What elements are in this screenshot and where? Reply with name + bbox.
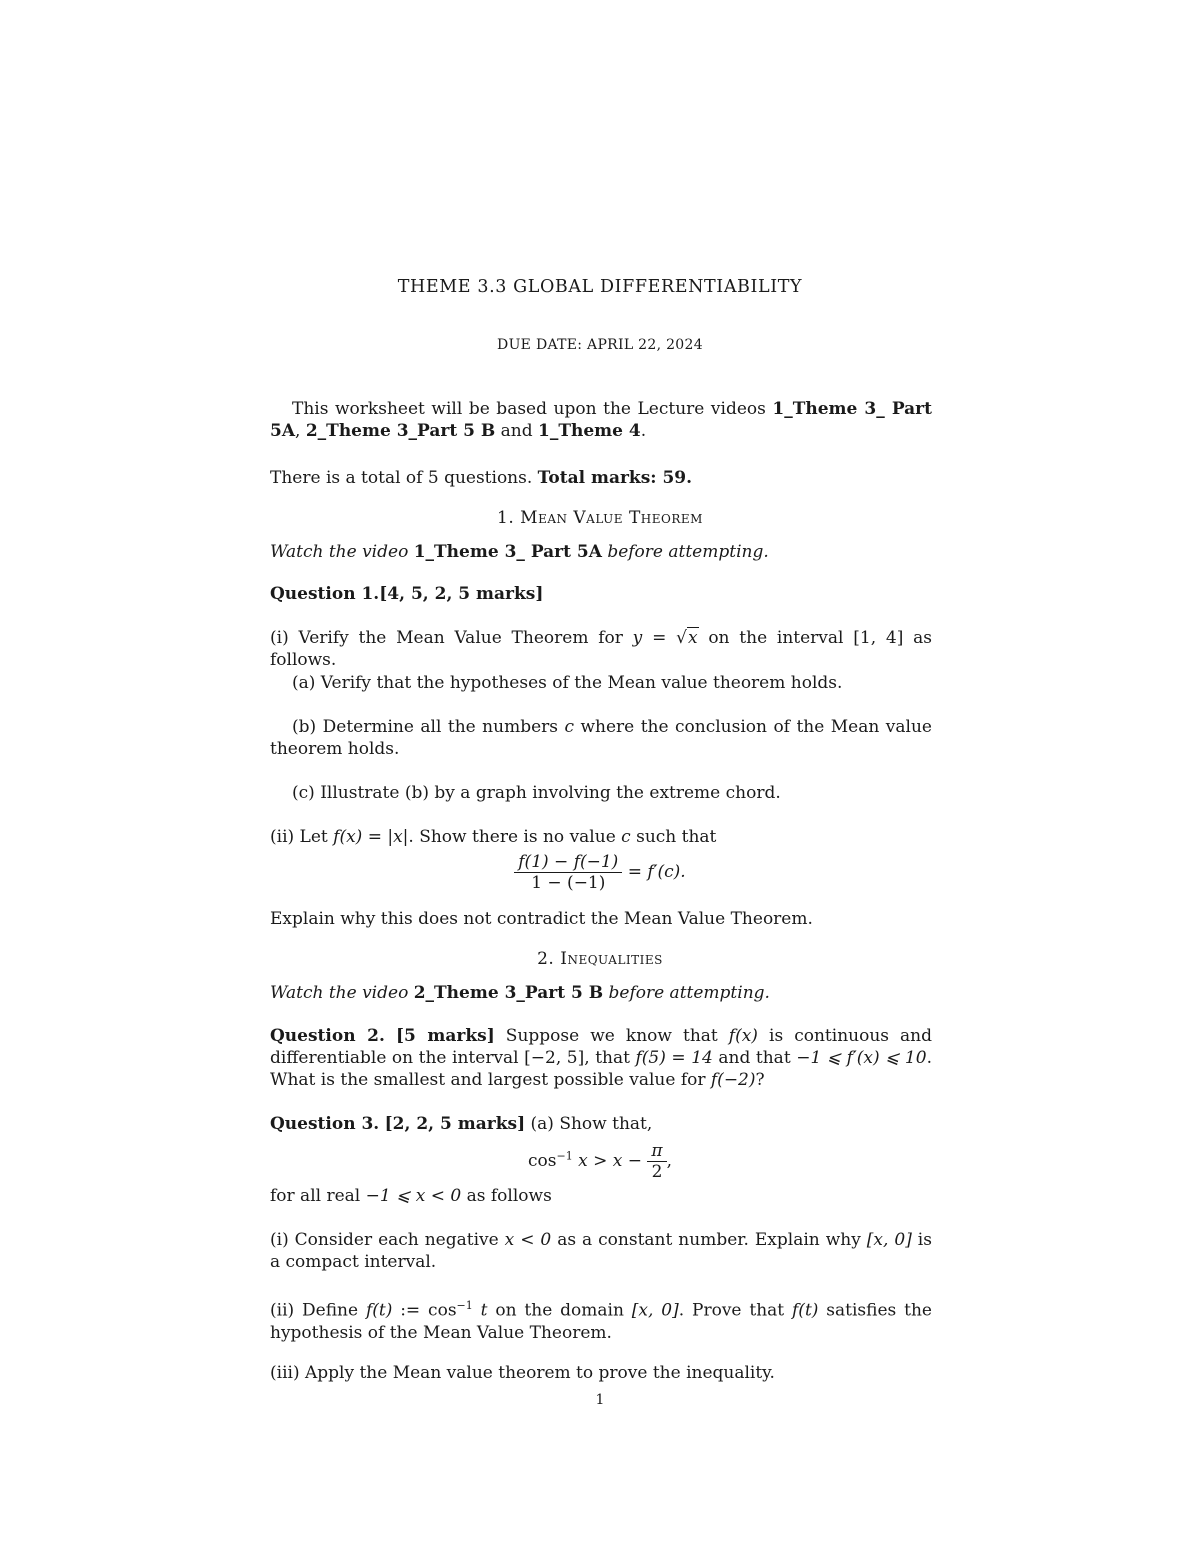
q3-ii-text-b: on the domain <box>487 1300 632 1321</box>
q1-part-b <box>270 716 932 760</box>
lecture-ref-1: 1_Theme 3_ Part 5A <box>270 399 932 441</box>
q1-part-i <box>270 627 932 671</box>
math-comma: , <box>666 1151 672 1171</box>
math-x: x <box>687 628 698 648</box>
section-heading-mvt: 1. Mean Value Theorem <box>497 508 703 528</box>
math-c: c <box>564 717 574 737</box>
question-label: Question 2. <box>270 1026 385 1046</box>
total-text: There is a total of 5 questions. <box>270 468 538 488</box>
watch-text-end: before attempting. <box>603 983 770 1003</box>
math-interval: [x, 0] <box>866 1230 912 1250</box>
sqrt-radicand <box>687 627 699 649</box>
q1-part-ii <box>270 826 932 848</box>
math-f5: f(5) = 14 <box>635 1048 713 1068</box>
forall-text-end: as follows <box>461 1186 552 1206</box>
watch-video-ref: 2_Theme 3_Part 5 B <box>413 983 604 1003</box>
math-inequality-mid: x > x − <box>572 1151 648 1171</box>
intro-sep: , <box>295 421 306 441</box>
question-label: Question 1. <box>270 584 380 604</box>
q2-text-end: ? <box>755 1070 765 1090</box>
fraction-pi-2 <box>647 1141 666 1182</box>
q2-text-c: and that <box>712 1048 797 1068</box>
q1-ii-text: (ii) Let <box>270 827 334 847</box>
math-ft: f(t) <box>365 1300 393 1321</box>
fraction <box>514 852 622 893</box>
sqrt-symbol: √ <box>676 628 687 648</box>
section-heading-ineq: 2. Inequalities <box>537 949 663 969</box>
watch-video-ref: 1_Theme 3_ Part 5A <box>413 542 602 562</box>
question-marks: [5 marks] <box>395 1026 495 1046</box>
q1-b-text-end: where the conclusion of the Mean value theorem holds. <box>270 717 932 759</box>
due-date: DUE DATE: APRIL 22, 2024 <box>497 337 703 353</box>
watch-text-end: before attempting. <box>601 542 769 562</box>
q3-ii-text-c: . Prove that <box>678 1300 793 1321</box>
q1-b-text: (b) Determine all the numbers <box>292 717 565 737</box>
intro-paragraph <box>270 398 932 442</box>
display-inequality-arccos <box>0 1141 1200 1182</box>
intro-text: This worksheet will be based upon the Lecture videos <box>292 399 773 419</box>
q1-i-text-end: on the interval [1, 4] as follows. <box>270 628 933 670</box>
forall-text: for all real <box>270 1186 366 1206</box>
total-paragraph <box>270 467 932 489</box>
math-x-neg: x < 0 <box>504 1230 552 1250</box>
math-f-minus2: f(−2) <box>710 1070 756 1090</box>
q3-part-iii: (iii) Apply the Mean value theorem to prove the inequality. <box>270 1363 775 1383</box>
math-define-cos: := cos <box>392 1300 457 1321</box>
q3-part-ii <box>270 1295 932 1344</box>
q2-text-d: . What is the smallest and largest possible value for <box>270 1048 932 1090</box>
math-domain: −1 ⩽ x < 0 <box>365 1186 462 1206</box>
math-t: t <box>472 1300 488 1321</box>
q3-part-i <box>270 1229 932 1273</box>
q1-part-a: (a) Verify that the hypotheses of the Mean value theorem holds. <box>292 673 843 693</box>
math-interval: [x, 0] <box>631 1300 679 1321</box>
math-fx: f(x) <box>728 1026 758 1046</box>
intro-period: . <box>640 421 647 441</box>
math-f: f <box>333 827 340 847</box>
question-1-header <box>270 583 932 605</box>
intro-and: and <box>495 421 539 441</box>
lecture-ref-3: 1_Theme 4 <box>538 421 641 441</box>
question-marks: [4, 5, 2, 5 marks] <box>379 584 544 604</box>
total-marks: Total marks: 59. <box>537 468 693 488</box>
q3-i-text: (i) Consider each negative <box>270 1230 505 1250</box>
q3-ii-text: (ii) Define <box>270 1300 366 1321</box>
math-cos: cos <box>528 1151 557 1171</box>
q1-ii-text-mid: . Show there is no value <box>408 827 622 847</box>
q3-i-text-b: as a constant number. Explain why <box>551 1230 867 1250</box>
question-marks: [2, 2, 5 marks] <box>384 1114 526 1134</box>
math-derivative-bound: −1 ⩽ f′(x) ⩽ 10 <box>796 1048 927 1068</box>
watch-note-2 <box>270 982 932 1004</box>
math-inverse-sup: −1 <box>456 1299 473 1312</box>
display-equation-mvt <box>0 852 1200 893</box>
fraction-numerator: π <box>647 1141 666 1162</box>
fraction-denominator: 1 − (−1) <box>531 873 606 893</box>
question-3-header <box>270 1113 932 1135</box>
watch-note-1 <box>270 541 932 563</box>
q1-explain: Explain why this does not contradict the Mean Value Theorem. <box>270 909 813 929</box>
page-number: 1 <box>595 1392 605 1408</box>
watch-text: Watch the video <box>270 983 414 1003</box>
q1-i-text: (i) Verify the Mean Value Theorem for <box>270 628 633 648</box>
q3-forall <box>270 1185 932 1207</box>
q2-text: Suppose we know that <box>494 1026 729 1046</box>
math-equals: = <box>642 628 677 648</box>
document-title: THEME 3.3 GLOBAL DIFFERENTIABILITY <box>397 277 803 297</box>
math-y: y <box>632 628 643 648</box>
question-2 <box>270 1025 932 1091</box>
q1-ii-text-end: such that <box>630 827 717 847</box>
watch-text: Watch the video <box>270 542 414 562</box>
math-inverse-sup: −1 <box>556 1149 573 1163</box>
q3-ii-text-end: satisfies the hypothesis of the Mean Value Theorem. <box>270 1300 932 1343</box>
q3-i-text-end: is a compact interval. <box>270 1230 932 1272</box>
fraction-rhs: = f′(c). <box>622 862 686 882</box>
q1-part-c: (c) Illustrate (b) by a graph involving the extreme chord. <box>292 783 781 803</box>
fraction-denominator: 2 <box>651 1162 663 1182</box>
question-label: Question 3. <box>270 1114 380 1134</box>
q3-text: (a) Show that, <box>525 1114 653 1134</box>
math-c-ii: c <box>621 827 631 847</box>
lecture-ref-2: 2_Theme 3_Part 5 B <box>305 421 496 441</box>
fraction-numerator: f(1) − f(−1) <box>514 852 622 873</box>
math-ft-2: f(t) <box>792 1300 819 1321</box>
q2-text-b: is continuous and differentiable on the interval [−2, 5], that <box>270 1026 933 1068</box>
math-abs-x: (x) = |x| <box>339 827 409 847</box>
